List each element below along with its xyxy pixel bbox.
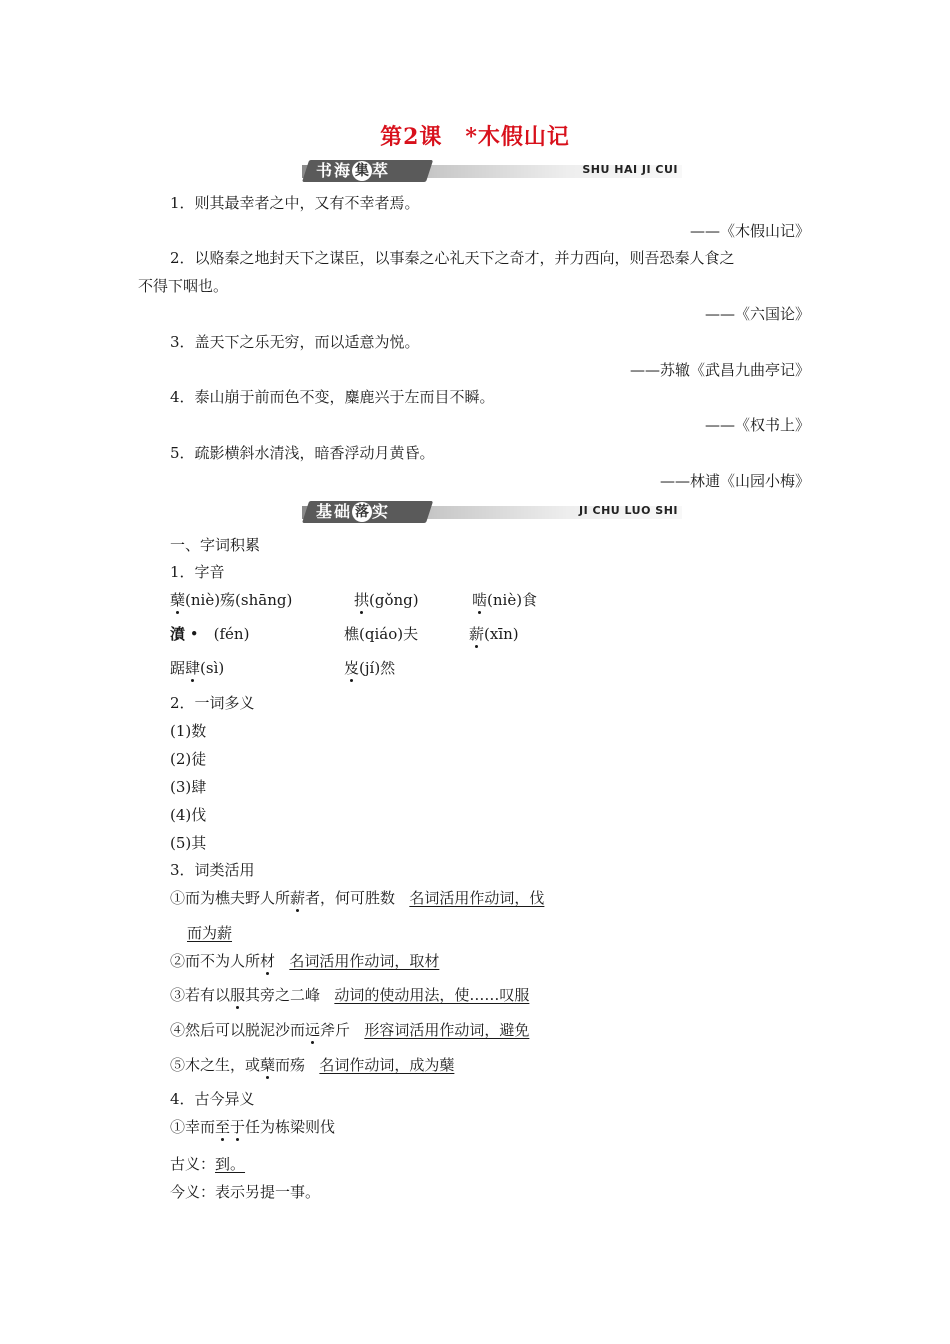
- section-banner-shuhai: [302, 160, 682, 182]
- quote-text: 3．盖天下之乐无穷，而以适意为悦。: [170, 333, 420, 351]
- usage-item: ⑤木之生，或蘖而殇 名词作动词，成为蘖: [170, 1056, 455, 1074]
- banner-badge: 集: [352, 161, 372, 181]
- quote-source: ——林逋《山园小梅》: [659, 472, 810, 490]
- subsection-heading: 3．词类活用: [170, 861, 255, 879]
- usage-item: ①而为樵夫野人所薪者，何可胜数 名词活用作动词，伐: [170, 889, 545, 907]
- usage-item: ③若有以服其旁之二峰 动词的使动用法，使……叹服: [170, 986, 530, 1004]
- pronunciation-item: 樵(qiáo)夫: [344, 625, 419, 643]
- ancient-modern-item: ①幸而至于任为栋梁则伐: [170, 1118, 336, 1136]
- pronunciation-item: 岌(jí)然: [344, 659, 396, 677]
- quote-source: ——《木假山记》: [689, 222, 810, 240]
- usage-answer: 名词活用作动词，取材: [289, 952, 440, 970]
- ancient-meaning: 古义：到。: [170, 1155, 246, 1173]
- usage-answer: 名词活用作动词，伐: [409, 889, 545, 907]
- polysemy-item: (2)徒: [170, 750, 207, 768]
- banner-label: 书海 集 萃: [316, 161, 391, 180]
- polysemy-item: (5)其: [170, 834, 207, 852]
- subsection-heading: 4．古今异义: [170, 1090, 255, 1108]
- banner-badge: 落: [352, 502, 372, 522]
- usage-answer-continued: 而为薪: [187, 924, 233, 942]
- page-title: 第2课 *木假山记: [380, 124, 570, 150]
- banner-label: 基础 落 实: [316, 502, 391, 521]
- quote-source: ——《六国论》: [704, 305, 810, 323]
- subsection-heading: 2．一词多义: [170, 694, 255, 712]
- usage-item: ④然后可以脱泥沙而远斧斤 形容词活用作动词，避免: [170, 1021, 530, 1039]
- quote-text: 4．泰山崩于前而色不变，麋鹿兴于左而目不瞬。: [170, 388, 495, 406]
- quote-source: ——苏辙《武昌九曲亭记》: [629, 361, 810, 379]
- pronunciation-item: 踞肆(sì): [170, 659, 225, 677]
- modern-meaning: 今义：表示另提一事。: [170, 1183, 321, 1201]
- pronunciation-item: 蘖(niè)殇(shāng): [170, 591, 293, 609]
- polysemy-item: (1)数: [170, 722, 207, 740]
- quote-text: 2．以赂秦之地封天下之谋臣，以事秦之心礼天下之奇才，并力西向，则吾恐秦人食之: [170, 249, 735, 267]
- quote-text-continued: 不得下咽也。: [138, 277, 229, 295]
- banner-pinyin: SHU HAI JI CUI: [582, 163, 678, 176]
- quote-source: ——《权书上》: [704, 416, 810, 434]
- subsection-heading: 1．字音: [170, 563, 225, 581]
- polysemy-item: (4)伐: [170, 806, 207, 824]
- ancient-meaning-answer: 到。: [215, 1155, 246, 1173]
- usage-item: ②而不为人所材 名词活用作动词，取材: [170, 952, 440, 970]
- polysemy-item: (3)肆: [170, 778, 207, 796]
- banner-pinyin: JI CHU LUO SHI: [578, 504, 678, 517]
- quote-text: 1．则其最幸者之中，又有不幸者焉。: [170, 194, 420, 212]
- pronunciation-item: 濆 • (fén): [170, 625, 250, 643]
- usage-answer: 名词作动词，成为蘖: [319, 1056, 455, 1074]
- pronunciation-item: 啮(niè)食: [472, 591, 538, 609]
- quote-text: 5．疏影横斜水清浅，暗香浮动月黄昏。: [170, 444, 435, 462]
- pronunciation-item: 拱(gǒng): [354, 591, 419, 609]
- pronunciation-item: 薪(xīn): [469, 625, 519, 643]
- usage-answer: 动词的使动用法，使……叹服: [334, 986, 530, 1004]
- usage-answer: 形容词活用作动词，避免: [364, 1021, 530, 1039]
- section-banner-jichu: [302, 501, 682, 523]
- section-heading: 一、字词积累: [170, 536, 261, 554]
